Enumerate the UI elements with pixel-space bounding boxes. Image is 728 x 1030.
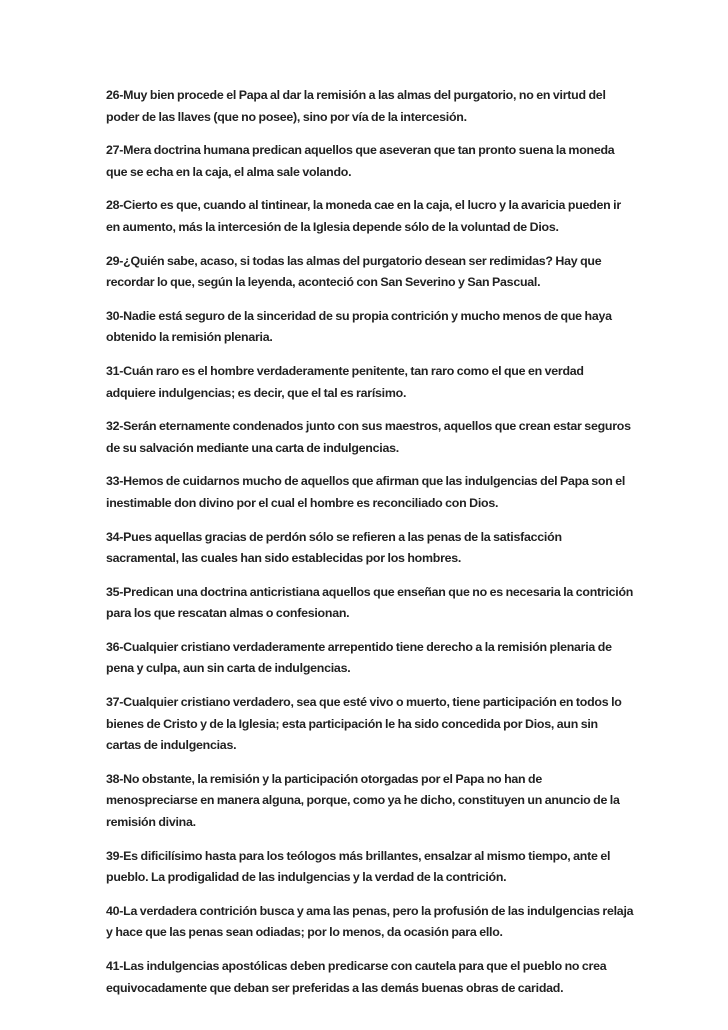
thesis-35: 35-Predican una doctrina anticristiana aquellos que enseñan que no es necesaria la contrición para los que rescatan almas o confesionan. [106, 584, 634, 621]
thesis-31: 31-Cuán raro es el hombre verdaderamente penitente, tan raro como el que en verdad adquiere indulgencias; es decir, que el tal es rarísimo. [106, 363, 584, 400]
thesis-34: 34-Pues aquellas gracias de perdón sólo se refieren a las penas de la satisfacción sacramental, las cuales han sido establecidas por los hombres. [106, 529, 562, 566]
thesis-40: 40-La verdadera contrición busca y ama las penas, pero la profusión de las indulgencias relaja y hace que las penas sean odiadas; por lo menos, da ocasión para ello. [106, 903, 634, 940]
thesis-26: 26-Muy bien procede el Papa al dar la remisión a las almas del purgatorio, no en virtud del poder de las llaves (que no posee), sino por vía de la intercesión. [106, 88, 606, 124]
thesis-36: 36-Cualquier cristiano verdaderamente arrepentido tiene derecho a la remisión plenaria de pena y culpa, aun sin carta de indulgencias. [106, 639, 612, 676]
thesis-29: 29-¿Quién sabe, acaso, si todas las almas del purgatorio desean ser redimidas? Hay que recordar lo que, según la leyenda, aconteció con San Severino y San Pascual. [106, 253, 602, 290]
thesis-33: 33-Hemos de cuidarnos mucho de aquellos que afirman que las indulgencias del Papa son el inestimable don divino por el cual el hombre es reconciliado con Dios. [106, 474, 626, 510]
document-page [106, 85, 634, 1011]
thesis-38: 38-No obstante, la remisión y la participación otorgadas por el Papa no han de menospreciarse en manera alguna, porque, como ya he dicho, constituyen un anuncio de la remisión divina. [106, 771, 620, 830]
thesis-30: 30-Nadie está seguro de la sinceridad de su propia contrición y mucho menos de que haya obtenido la remisión plenaria. [106, 308, 612, 345]
thesis-28: 28-Cierto es que, cuando al tintinear, la moneda cae en la caja, el lucro y la avaricia pueden ir en aumento, más la intercesión de la Iglesia depende sólo de la voluntad de Dios. [106, 198, 621, 234]
thesis-37: 37-Cualquier cristiano verdadero, sea que esté vivo o muerto, tiene participación en todos lo bienes de Cristo y de la Iglesia; esta participación le ha sido concedida por Dios, aun sin cartas de indulgencias. [106, 695, 622, 753]
thesis-41: 41-Las indulgencias apostólicas deben predicarse con cautela para que el pueblo no crea equivocadamente que deban ser preferidas a las demás buenas obras de caridad. [106, 959, 607, 995]
thesis-27: 27-Mera doctrina humana predican aquellos que aseveran que tan pronto suena la moneda que se echa en la caja, el alma sale volando. [106, 143, 615, 179]
thesis-32: 32-Serán eternamente condenados junto con sus maestros, aquellos que crean estar seguros de su salvación mediante una carta de indulgencias. [106, 419, 631, 455]
thesis-39: 39-Es dificilísimo hasta para los teólogos más brillantes, ensalzar al mismo tiempo, ante el pueblo. La prodigalidad de las indulgencias y la verdad de la contrición. [106, 848, 611, 885]
